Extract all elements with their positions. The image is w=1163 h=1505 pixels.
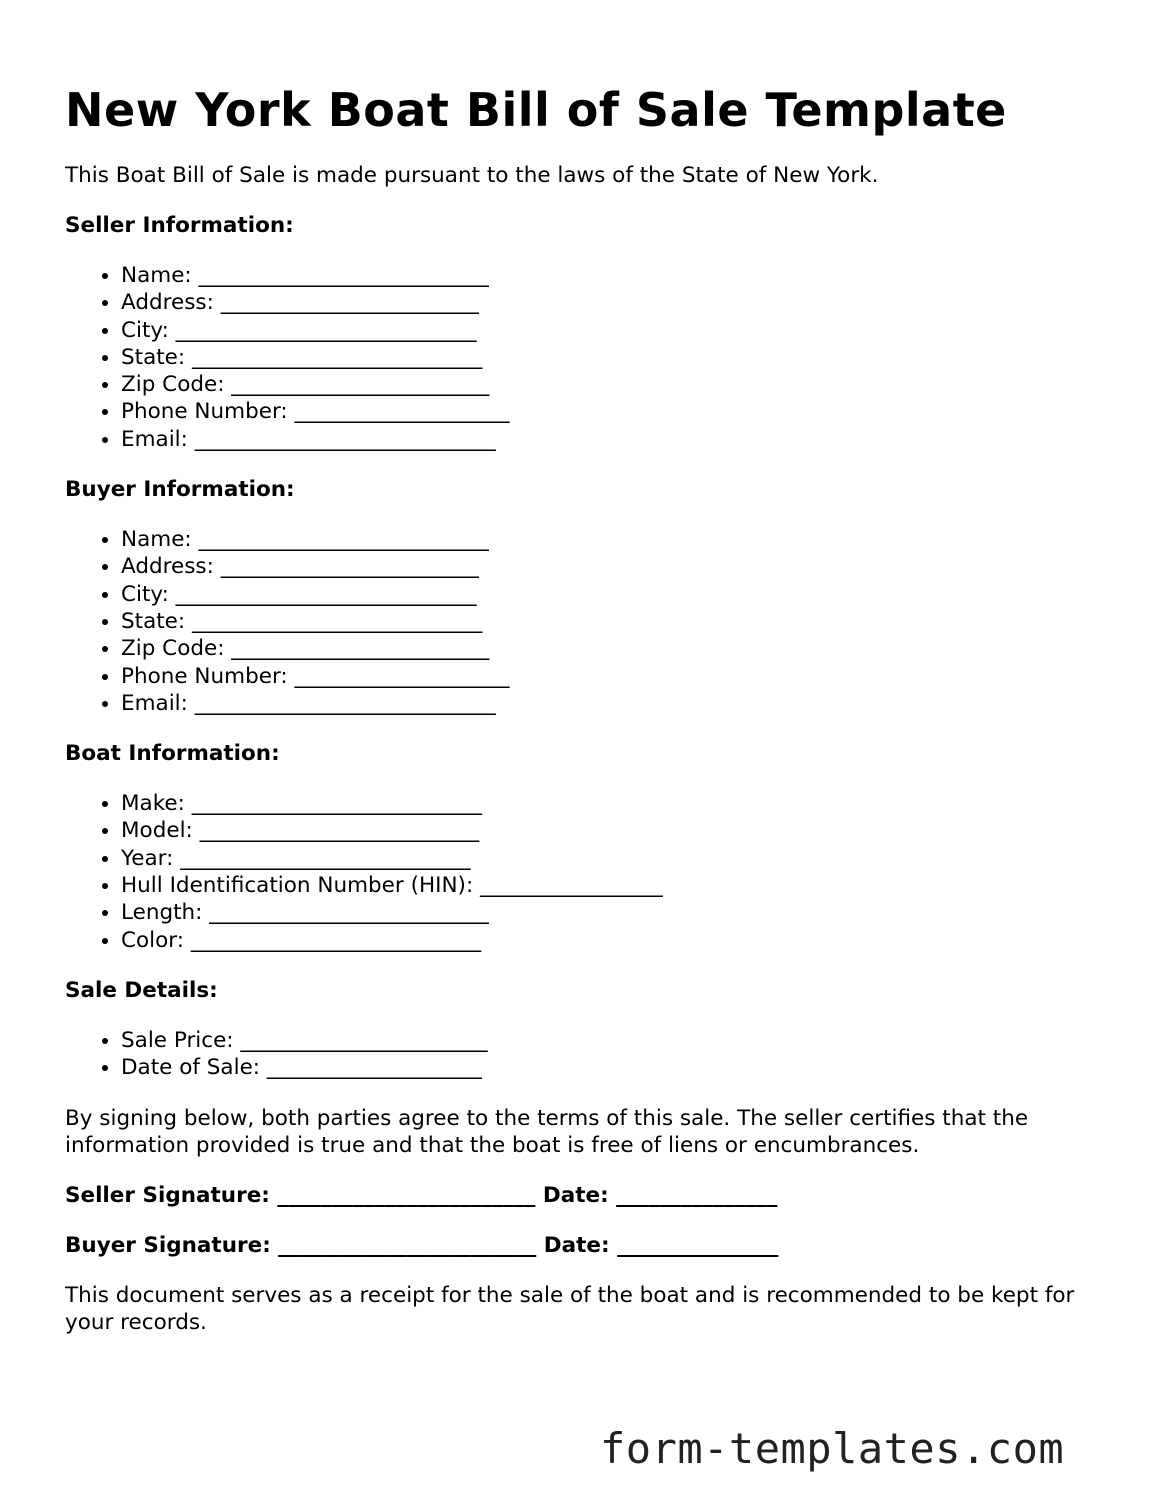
buyer-city-field: • City: ____________________________	[121, 581, 1125, 608]
seller-state-field: • State: ___________________________	[121, 344, 1125, 371]
seller-city-field: • City: ____________________________	[121, 317, 1125, 344]
boat-heading: Boat Information:	[65, 741, 280, 767]
document-page	[65, 82, 1125, 1336]
buyer-state-field: • State: ___________________________	[121, 608, 1125, 635]
boat-model-field: • Model: __________________________	[121, 817, 1125, 844]
buyer-signature-line: Buyer Signature: ________________________ Date: _______________	[65, 1232, 779, 1258]
seller-email-field: • Email: ____________________________	[121, 426, 1125, 453]
buyer-address-field: • Address: ________________________	[121, 553, 1125, 580]
watermark-text: form-templates.com	[600, 1424, 1065, 1473]
sale-fields-list	[65, 1027, 1125, 1082]
boat-year-field: • Year: ___________________________	[121, 845, 1125, 872]
sale-price-field: • Sale Price: _______________________	[121, 1027, 1125, 1054]
seller-signature-line: Seller Signature: ________________________ Date: _______________	[65, 1182, 778, 1208]
agreement-text: By signing below, both parties agree to the terms of this sale. The seller certifies that the information provided is true and that the boat is free of liens or encumbrances.	[65, 1105, 1029, 1158]
boat-length-field: • Length: __________________________	[121, 899, 1125, 926]
buyer-email-field: • Email: ____________________________	[121, 690, 1125, 717]
boat-hin-field: • Hull Identification Number (HIN): _________________	[121, 872, 1125, 899]
seller-phone-field: • Phone Number: ____________________	[121, 398, 1125, 425]
seller-name-field: • Name: ___________________________	[121, 262, 1125, 289]
buyer-name-field: • Name: ___________________________	[121, 526, 1125, 553]
intro-text: This Boat Bill of Sale is made pursuant to the laws of the State of New York.	[65, 163, 879, 188]
sale-date-field: • Date of Sale: ____________________	[121, 1054, 1125, 1081]
buyer-phone-field: • Phone Number: ____________________	[121, 663, 1125, 690]
boat-color-field: • Color: ___________________________	[121, 927, 1125, 954]
closing-text: This document serves as a receipt for the sale of the boat and is recommended to be kept for your records.	[65, 1282, 1075, 1335]
seller-zip-field: • Zip Code: ________________________	[121, 371, 1125, 398]
boat-make-field: • Make: ___________________________	[121, 790, 1125, 817]
page-title: New York Boat Bill of Sale Template	[65, 83, 1007, 137]
buyer-heading: Buyer Information:	[65, 477, 295, 503]
buyer-zip-field: • Zip Code: ________________________	[121, 635, 1125, 662]
boat-fields-list	[65, 790, 1125, 954]
seller-fields-list	[65, 262, 1125, 453]
buyer-fields-list	[65, 526, 1125, 717]
sale-heading: Sale Details:	[65, 977, 218, 1003]
seller-heading: Seller Information:	[65, 213, 294, 238]
seller-address-field: • Address: ________________________	[121, 289, 1125, 316]
